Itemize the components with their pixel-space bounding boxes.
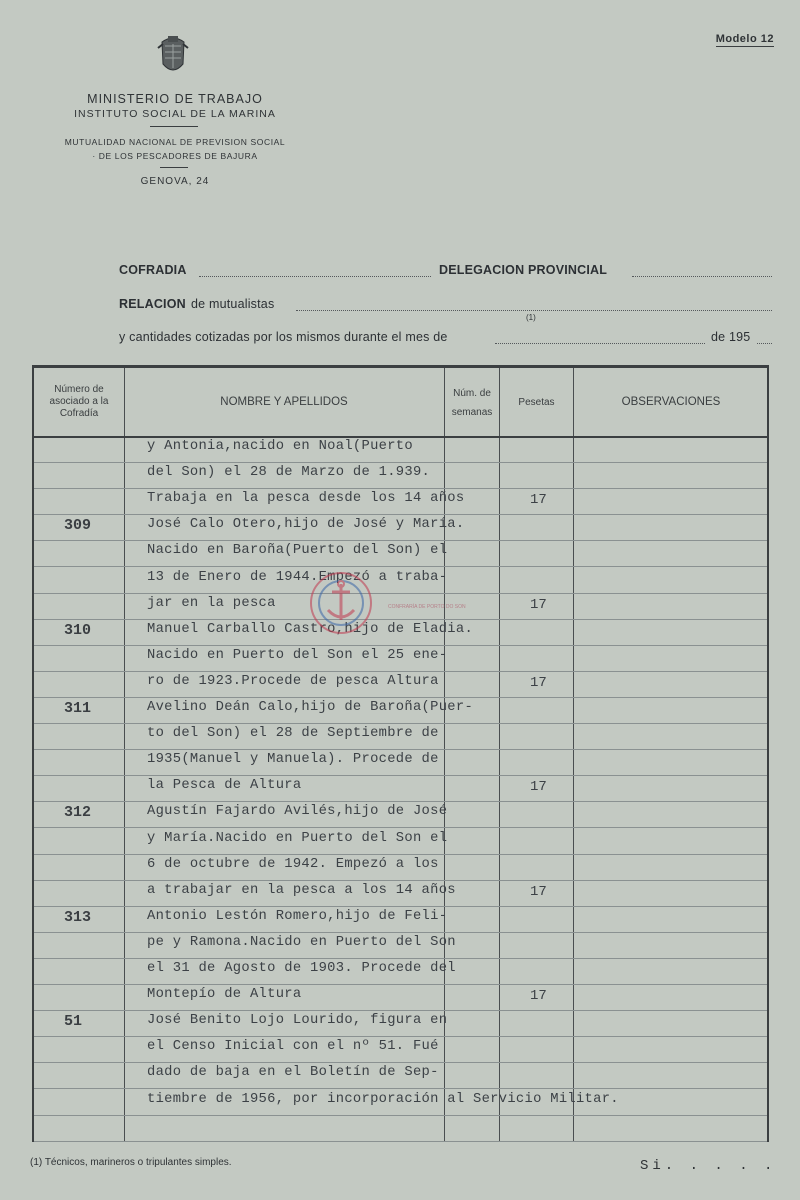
member-number: 51 — [64, 1013, 83, 1031]
ruled-line — [34, 880, 767, 881]
ruled-line — [34, 619, 767, 620]
member-description-line: Antonio Lestón Romero,hijo de Feli- — [147, 908, 448, 924]
member-description-line: Avelino Deán Calo,hijo de Baroña(Puer- — [147, 700, 474, 715]
pesetas-value: 17 — [530, 779, 547, 796]
footnote: (1) Técnicos, marineros o tripulantes simples. — [30, 1157, 232, 1168]
ruled-line — [34, 723, 767, 724]
ruled-line — [34, 1062, 767, 1063]
member-description-line: José Calo Otero,hijo de José y María. — [147, 517, 465, 533]
ministry-title: MINISTERIO DE TRABAJO — [87, 92, 263, 106]
ruled-line — [34, 984, 767, 985]
ruled-line — [34, 1010, 767, 1011]
member-description-line: 6 de octubre de 1942. Empezó a los — [147, 856, 439, 872]
form-model-number: Modelo 12 — [715, 33, 774, 45]
ruled-line — [34, 906, 767, 907]
ruled-line — [34, 932, 767, 933]
member-number: 310 — [64, 621, 92, 639]
column-divider — [573, 368, 574, 1142]
cantidades-label: y cantidades cotizadas por los mismos durante el mes de — [119, 330, 448, 344]
ruled-line — [34, 1088, 767, 1089]
ruled-line — [34, 540, 767, 541]
month-field[interactable] — [495, 343, 705, 344]
header-nombre: NOMBRE Y APELLIDOS — [220, 396, 348, 408]
member-description-line: y Antonia,nacido en Noal(Puerto — [147, 439, 413, 454]
ruled-line — [34, 697, 767, 698]
pesetas-value: 17 — [530, 988, 547, 1005]
member-description-line: 1935(Manuel y Manuela). Procede de — [147, 752, 439, 768]
member-description-line: pe y Ramona.Nacido en Puerto del Son — [147, 934, 456, 950]
ruled-line — [34, 1115, 767, 1116]
ruled-line — [34, 749, 767, 750]
member-description-line: tiembre de 1956, por incorporación al Servicio Militar. — [147, 1091, 619, 1107]
mutualidad-line-2: · DE LOS PESCADORES DE BAJURA — [92, 151, 258, 161]
header-numero: Número de asociado a la Cofradía — [49, 384, 109, 419]
delegacion-field[interactable] — [632, 276, 772, 277]
member-description-line: 13 de Enero de 1944.Empezó a traba- — [147, 569, 448, 585]
header-pesetas: Pesetas — [518, 397, 555, 408]
stamp-text: CONFRARÍA DE PORTO DO SON — [388, 604, 466, 610]
ruled-line — [34, 1141, 767, 1142]
relacion-rest: de mutualistas — [191, 297, 275, 311]
pesetas-value: 17 — [530, 674, 547, 691]
member-description-line: jar en la pesca — [147, 595, 276, 611]
ruled-line — [34, 488, 767, 489]
member-description-line: del Son) el 28 de Marzo de 1.939. — [147, 465, 431, 481]
member-description-line: Trabaja en la pesca desde los 14 años — [147, 491, 465, 507]
year-field[interactable] — [757, 343, 772, 344]
member-description-line: ro de 1923.Procede de pesca Altura — [147, 673, 439, 689]
member-description-line: Nacido en Baroña(Puerto del Son) el — [147, 543, 448, 559]
column-divider — [124, 368, 125, 1142]
institute-title: INSTITUTO SOCIAL DE LA MARINA — [74, 108, 276, 120]
member-number: 312 — [64, 804, 92, 822]
ruled-line — [34, 645, 767, 646]
mutualidad-line-1: MUTUALIDAD NACIONAL DE PREVISION SOCIAL — [64, 137, 286, 147]
member-description-line: Manuel Carballo Castro,hijo de Eladia. — [147, 621, 474, 637]
pesetas-value: 17 — [530, 492, 547, 509]
ruled-line — [34, 958, 767, 959]
cofradia-label: COFRADIA — [119, 263, 187, 277]
confraria-stamp-icon — [308, 570, 374, 636]
member-description-line: Montepío de Altura — [147, 987, 302, 1003]
header-observaciones: OBSERVACIONES — [621, 396, 721, 408]
header-semanas: Núm. de semanas — [451, 388, 493, 418]
member-description-line: Agustín Fajardo Avilés,hijo de José — [147, 804, 448, 820]
mutualistas-field[interactable] — [296, 310, 772, 311]
divider — [150, 126, 198, 127]
ruled-line — [34, 1036, 767, 1037]
ruled-line — [34, 593, 767, 594]
cofradia-field[interactable] — [199, 276, 431, 277]
pesetas-value: 17 — [530, 883, 547, 900]
ruled-line — [34, 671, 767, 672]
member-description-line: y María.Nacido en Puerto del Son el — [147, 830, 448, 846]
ruled-line — [34, 827, 767, 828]
address: GENOVA, 24 — [140, 176, 210, 187]
member-description-line: José Benito Lojo Lourido, figura en — [147, 1013, 448, 1029]
member-description-line: a trabajar en la pesca a los 14 años — [147, 882, 456, 898]
column-divider — [499, 368, 500, 1142]
member-description-line: el 31 de Agosto de 1903. Procede del — [147, 961, 456, 976]
member-number: 309 — [64, 517, 92, 535]
delegacion-label: DELEGACION PROVINCIAL — [439, 263, 608, 277]
note-marker: (1) — [526, 313, 536, 322]
ruled-line — [34, 462, 767, 463]
member-number: 311 — [64, 700, 92, 717]
member-description-line: dado de baja en el Boletín de Sep- — [147, 1065, 439, 1081]
ruled-line — [34, 801, 767, 802]
member-description-line: Nacido en Puerto del Son el 25 ene- — [147, 647, 448, 663]
header-rule — [34, 436, 767, 438]
member-description-line: to del Son) el 28 de Septiembre de — [147, 726, 439, 742]
ruled-line — [34, 854, 767, 855]
ruled-line — [34, 514, 767, 515]
coat-of-arms-icon — [156, 34, 190, 78]
footer-mark: Si. . . . . — [640, 1158, 777, 1174]
ruled-line — [34, 566, 767, 567]
pesetas-value: 17 — [530, 596, 547, 613]
member-description-line: el Censo Inicial con el nº 51. Fué — [147, 1039, 439, 1055]
relacion-label: RELACION — [119, 297, 186, 311]
member-description-line: la Pesca de Altura — [147, 778, 302, 794]
year-label: de 195 — [711, 330, 751, 344]
ruled-line — [34, 775, 767, 776]
divider — [160, 167, 188, 168]
member-number: 313 — [64, 908, 92, 926]
